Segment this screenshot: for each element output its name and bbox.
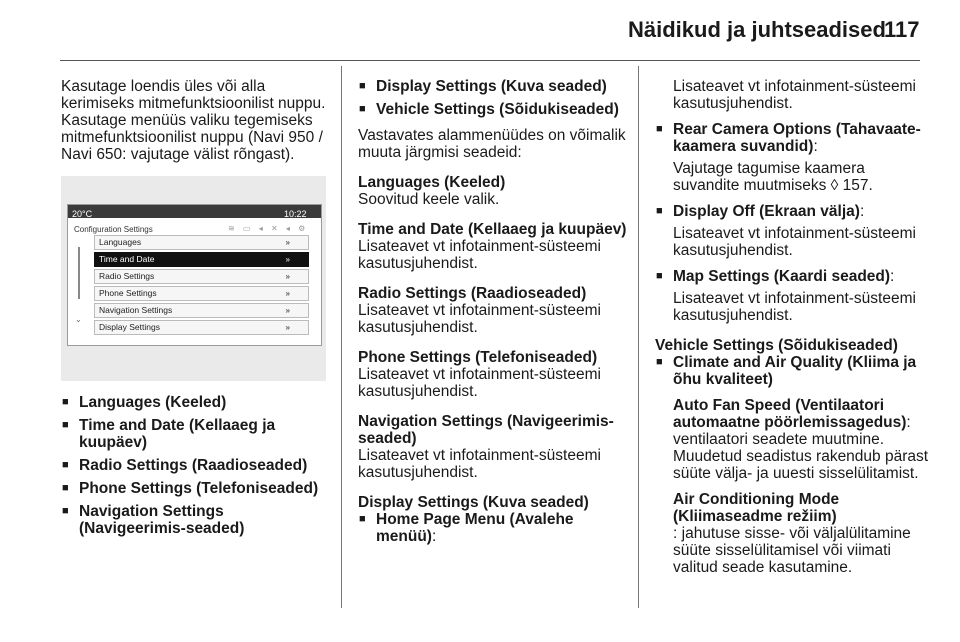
- bullet-navigation-settings: ■ Navigation Settings (Navigeerimis-seaded): [61, 503, 326, 537]
- scrollbar: [78, 247, 80, 299]
- menu-item-navigation-settings: Navigation Settings »: [94, 303, 309, 318]
- bullet-time-and-date: ■ Time and Date (Kellaaeg ja kuupäev): [61, 417, 326, 451]
- header-divider: [60, 60, 920, 61]
- chevron-right-icon: »: [285, 238, 290, 247]
- chevron-right-icon: »: [285, 289, 290, 298]
- temperature-readout: 20°C: [72, 209, 93, 219]
- chevron-right-icon: »: [285, 272, 290, 281]
- intro-paragraph: Kasutage loendis üles või alla kerimiseks mitmefunktsioonilist nuppu. Kasutage menüüs valiku tegemiseks mitmefunktsioonilist nuppu (Navi 950 / Navi 650: vajutage välist rõngast).: [61, 78, 326, 163]
- chevron-down-icon: ⌄: [75, 315, 82, 324]
- bullet-languages: ■ Languages (Keeled): [61, 394, 326, 411]
- status-bar: [68, 205, 321, 218]
- rear-camera-body: Vajutage tagumise kaamera suvandite muutmiseks ◊ 157.: [673, 160, 873, 194]
- section-head-phone: Phone Settings (Telefoniseaded): [358, 349, 598, 366]
- chevron-right-icon: »: [285, 255, 290, 264]
- chevron-right-icon: »: [285, 306, 290, 315]
- menu-item-time-and-date: Time and Date »: [94, 252, 309, 267]
- map-settings-body: Lisateavet vt infotainment-süsteemi kasutusjuhendist.: [673, 290, 916, 324]
- section-head-radio: Radio Settings (Raadioseaded): [358, 285, 587, 302]
- ac-mode-body: : jahutuse sisse- või väljalülitamine süüte sisselülitamisel või viimati valitud seade kasutamine.: [673, 525, 911, 576]
- column-divider-2: [638, 66, 639, 608]
- status-icons: ≋ ▭ ◂ ✕ ◂ ⚙: [228, 224, 309, 233]
- section-head-vehicle: Vehicle Settings (Sõidukiseaded): [655, 337, 898, 354]
- section-head-display: Display Settings (Kuva seaded): [358, 494, 589, 511]
- page-title: Näidikud ja juhtseadised: [628, 17, 886, 42]
- auto-fan-head: Auto Fan Speed (Ventilaatori automaatne pöörlemissagedus):: [673, 397, 911, 431]
- bullet-home-page-menu: ■ Home Page Menu (Avalehe menüü):: [358, 511, 628, 545]
- bullet-rear-camera: ■ Rear Camera Options (Tahavaate-kaamera suvandid):: [655, 121, 930, 155]
- column-2: [358, 78, 628, 545]
- bullet-map-settings: ■ Map Settings (Kaardi seaded):: [655, 268, 930, 285]
- section-head-time-and-date: Time and Date (Kellaaeg ja kuupäev): [358, 221, 627, 238]
- menu-item-phone-settings: Phone Settings »: [94, 286, 309, 301]
- bullet-vehicle-settings: ■ Vehicle Settings (Sõidukiseaded): [358, 101, 628, 118]
- auto-fan-body: ventilaatori seadete muutmine. Muudetud seadistus rakendub pärast süüte välja- ja uuesti sisselülitamist.: [673, 431, 929, 482]
- page-header: [0, 0, 960, 60]
- bullet-display-off: ■ Display Off (Ekraan välja):: [655, 203, 930, 220]
- clock-readout: 10:22: [284, 209, 307, 219]
- column-divider-1: [341, 66, 342, 608]
- section-body-languages: Soovitud keele valik.: [358, 191, 500, 208]
- display-screen: [67, 204, 322, 346]
- bullet-radio-settings: ■ Radio Settings (Raadioseaded): [61, 457, 326, 474]
- display-off-body: Lisateavet vt infotainment-süsteemi kasutusjuhendist.: [673, 225, 916, 259]
- section-body-phone: Lisateavet vt infotainment-süsteemi kasutusjuhendist.: [358, 366, 601, 400]
- column-3: [655, 78, 930, 576]
- page-number: 117: [884, 17, 920, 42]
- chevron-right-icon: »: [285, 323, 290, 332]
- bullet-climate: ■ Climate and Air Quality (Kliima ja õhu kvaliteet): [655, 354, 930, 388]
- section-body-time-and-date: Lisateavet vt infotainment-süsteemi kasutusjuhendist.: [358, 238, 601, 272]
- infotainment-screenshot: [61, 176, 326, 381]
- column-1: [61, 78, 326, 537]
- section-head-languages: Languages (Keeled): [358, 174, 506, 191]
- section-body-radio: Lisateavet vt infotainment-süsteemi kasutusjuhendist.: [358, 302, 601, 336]
- bullet-phone-settings: ■ Phone Settings (Telefoniseaded): [61, 480, 326, 497]
- page-reference-icon: ◊: [830, 177, 839, 194]
- menu-item-radio-settings: Radio Settings »: [94, 269, 309, 284]
- settings-menu: [94, 235, 309, 337]
- menu-item-display-settings: Display Settings »: [94, 320, 309, 335]
- home-page-menu-body: Lisateavet vt infotainment-süsteemi kasutusjuhendist.: [673, 78, 916, 112]
- submenu-intro: Vastavates alammenüüdes on võimalik muuta järgmisi seadeid:: [358, 127, 626, 161]
- section-head-navigation: Navigation Settings (Navigeerimis-seaded): [358, 413, 614, 447]
- section-body-navigation: Lisateavet vt infotainment-süsteemi kasutusjuhendist.: [358, 447, 601, 481]
- screen-menu-title: Configuration Settings: [74, 225, 153, 234]
- ac-mode-head: Air Conditioning Mode (Kliimaseadme režiim): [673, 491, 840, 525]
- bullet-display-settings: ■ Display Settings (Kuva seaded): [358, 78, 628, 95]
- menu-item-languages: Languages »: [94, 235, 309, 250]
